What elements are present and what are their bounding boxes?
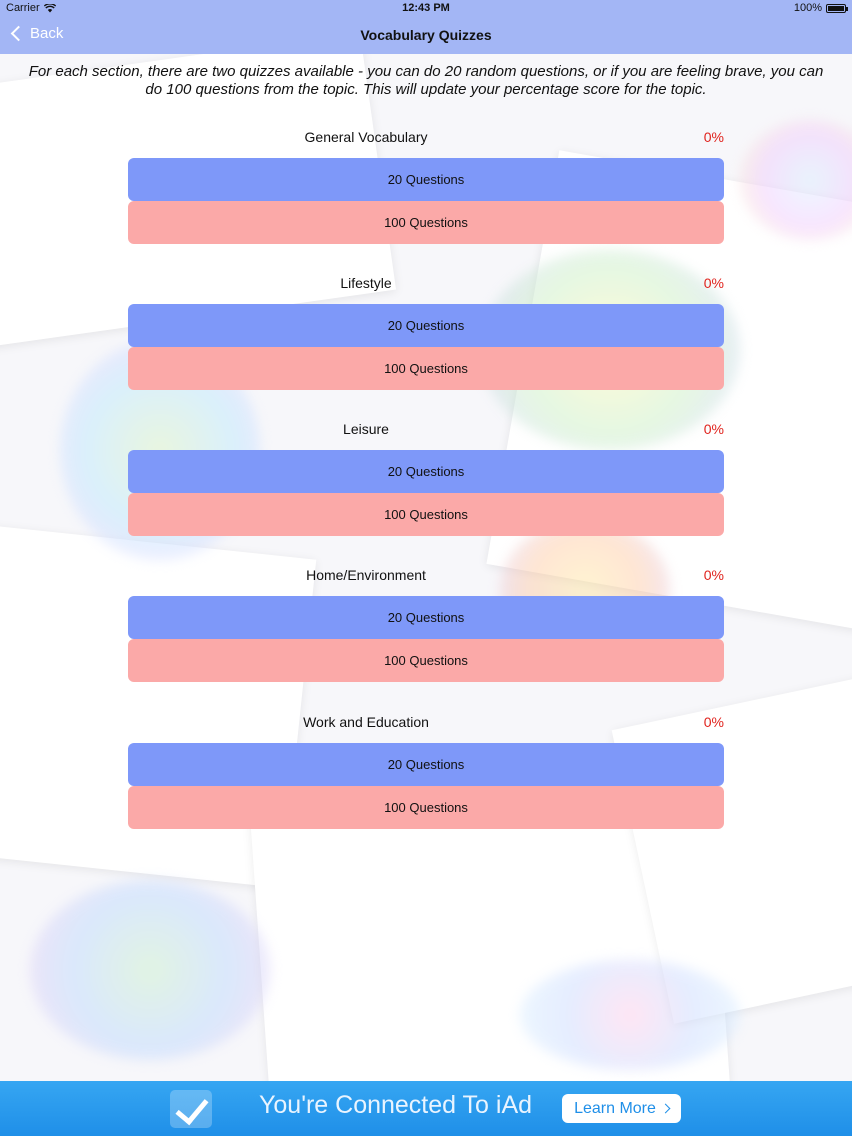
section-score: 0%	[703, 714, 724, 730]
section-score: 0%	[703, 421, 724, 437]
learn-more-label: Learn More	[574, 1099, 656, 1117]
quiz-100-button[interactable]: 100 Questions	[128, 201, 724, 244]
section-header	[128, 417, 724, 441]
quiz-100-button[interactable]: 100 Questions	[128, 347, 724, 390]
section-score: 0%	[703, 129, 724, 145]
section-title: General Vocabulary	[304, 129, 428, 145]
section-header	[128, 710, 724, 734]
status-time: 12:43 PM	[402, 2, 450, 14]
section-lifestyle	[128, 271, 724, 390]
learn-more-button[interactable]	[562, 1094, 681, 1123]
ad-text: You're Connected To iAd	[259, 1091, 533, 1119]
quiz-100-button[interactable]: 100 Questions	[128, 493, 724, 536]
section-work-and-education	[128, 710, 724, 829]
section-score: 0%	[703, 275, 724, 291]
section-title: Home/Environment	[306, 567, 426, 583]
section-title: Leisure	[343, 421, 389, 437]
status-bar	[0, 0, 852, 18]
navigation-bar	[0, 18, 852, 54]
section-title: Work and Education	[303, 714, 429, 730]
section-title: Lifestyle	[340, 275, 392, 291]
back-label: Back	[30, 25, 64, 42]
quiz-100-button[interactable]: 100 Questions	[128, 639, 724, 682]
quiz-20-button[interactable]: 20 Questions	[128, 158, 724, 201]
intro-text: For each section, there are two quizzes available - you can do 20 random questions, or if you are feeling brave, you can do 100 questions from the topic. This will update your percentage score for the topic.	[28, 63, 824, 98]
quiz-20-button[interactable]: 20 Questions	[128, 596, 724, 639]
quiz-100-button[interactable]: 100 Questions	[128, 786, 724, 829]
section-home-environment	[128, 563, 724, 682]
page-title: Vocabulary Quizzes	[360, 27, 492, 43]
quiz-20-button[interactable]: 20 Questions	[128, 450, 724, 493]
battery-indicator	[794, 2, 846, 14]
section-general-vocabulary	[128, 125, 724, 244]
checkmark-icon	[170, 1090, 212, 1128]
carrier-label: Carrier	[6, 2, 40, 14]
section-header	[128, 125, 724, 149]
iad-banner[interactable]	[0, 1081, 852, 1136]
battery-percent: 100%	[793, 2, 822, 14]
quiz-20-button[interactable]: 20 Questions	[128, 743, 724, 786]
section-score: 0%	[703, 567, 724, 583]
section-header	[128, 563, 724, 587]
battery-icon	[826, 4, 846, 13]
section-header	[128, 271, 724, 295]
chevron-right-icon	[660, 1104, 670, 1114]
quiz-20-button[interactable]: 20 Questions	[128, 304, 724, 347]
section-leisure	[128, 417, 724, 536]
